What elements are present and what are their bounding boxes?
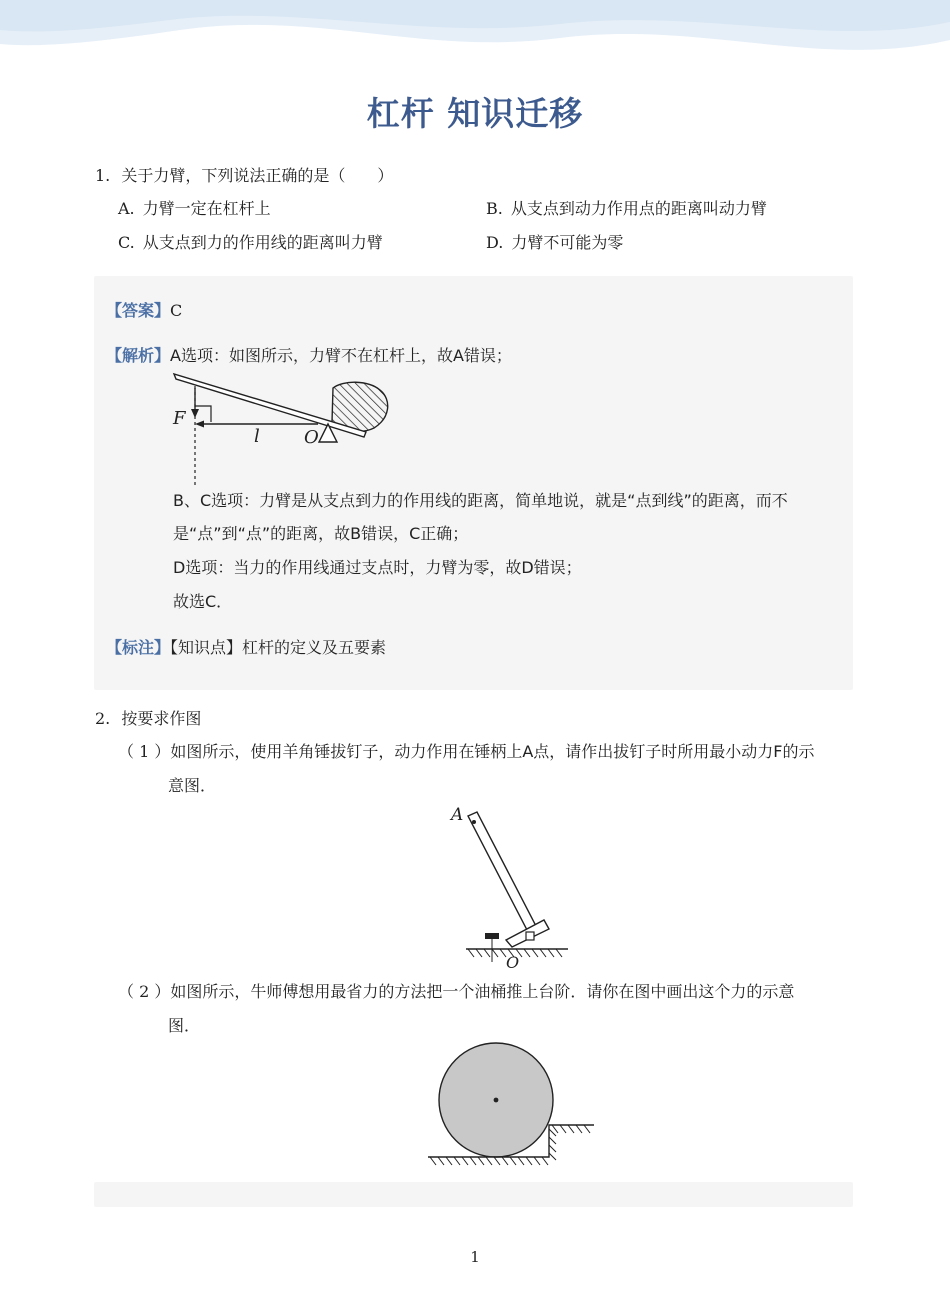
answer-value: C	[170, 301, 183, 320]
option-text: 从支点到动力作用点的距离叫动力臂	[510, 199, 767, 218]
analysis-line-5: 故选C．	[173, 592, 233, 611]
option-a	[118, 199, 271, 219]
answer-tag: 【答案】	[106, 301, 171, 320]
page-number: 1	[470, 1248, 480, 1266]
question-number: 1.	[95, 166, 111, 185]
label-pivot-o: O	[506, 953, 520, 972]
option-letter: C.	[118, 233, 135, 252]
claw-hammer-diagram	[446, 802, 576, 972]
answer-panel-2	[94, 1182, 853, 1207]
analysis-line-3: 是“点”到“点”的距离，故B错误，C正确；	[173, 524, 469, 543]
part-1-line-1	[118, 742, 815, 762]
part-1-number: （ 1 ）	[118, 742, 171, 761]
option-b	[486, 199, 767, 219]
analysis-row	[106, 346, 512, 366]
part-2-line-2: 图．	[168, 1016, 201, 1035]
part-1-text: 如图所示，使用羊角锤拔钉子，动力作用在锤柄上A点，请作出拔钉子时所用最小动力F的示	[170, 742, 815, 761]
part-2-text: 如图所示，牛师傅想用最省力的方法把一个油桶推上台阶．请你在图中画出这个力的示意	[170, 982, 795, 1001]
question-2	[95, 709, 201, 729]
question-number: 2.	[95, 709, 111, 728]
label-pivot: O	[304, 427, 319, 448]
option-d	[486, 233, 623, 253]
part-1-line-2: 意图．	[168, 776, 217, 795]
option-text: 从支点到力的作用线的距离叫力臂	[142, 233, 383, 252]
analysis-tag: 【解析】	[106, 346, 171, 365]
oil-barrel-step-diagram	[424, 1038, 600, 1170]
hammer-handle	[468, 812, 536, 930]
question-1	[95, 166, 393, 186]
note-row	[106, 638, 386, 658]
analysis-line-4: D选项：当力的作用线通过支点时，力臂为零，故D错误；	[173, 558, 582, 577]
option-text: 力臂一定在杠杆上	[142, 199, 271, 218]
force-arrow	[191, 409, 199, 418]
option-text: 力臂不可能为零	[511, 233, 624, 252]
question-stem: 关于力臂，下列说法正确的是（ ）	[121, 166, 394, 185]
barrel-center	[494, 1098, 499, 1103]
note-text: 【知识点】杠杆的定义及五要素	[170, 638, 387, 657]
analysis-line-1: A选项：如图所示，力臂不在杠杆上，故A错误；	[170, 346, 512, 365]
label-arm: l	[254, 426, 260, 447]
question-stem: 按要求作图	[121, 709, 202, 728]
option-letter: B.	[486, 199, 503, 218]
right-angle-mark	[195, 406, 211, 422]
label-force: F	[173, 408, 186, 429]
label-point-a: A	[451, 805, 464, 825]
page-title: 杠杆 知识迁移	[366, 94, 584, 133]
option-letter: D.	[486, 233, 504, 252]
note-tag: 【标注】	[106, 638, 171, 657]
part-2-number: （ 2 ）	[118, 982, 171, 1001]
answer-row	[106, 301, 182, 321]
analysis-line-2: B、C选项：力臂是从支点到力的作用线的距离，简单地说，就是“点到线”的距离，而不	[173, 491, 788, 510]
nail	[485, 933, 499, 939]
part-2-line-1	[118, 982, 794, 1002]
lever-arm-diagram	[168, 366, 398, 490]
option-c	[118, 233, 383, 253]
option-letter: A.	[118, 199, 135, 218]
header-wave-decoration	[0, 0, 950, 72]
